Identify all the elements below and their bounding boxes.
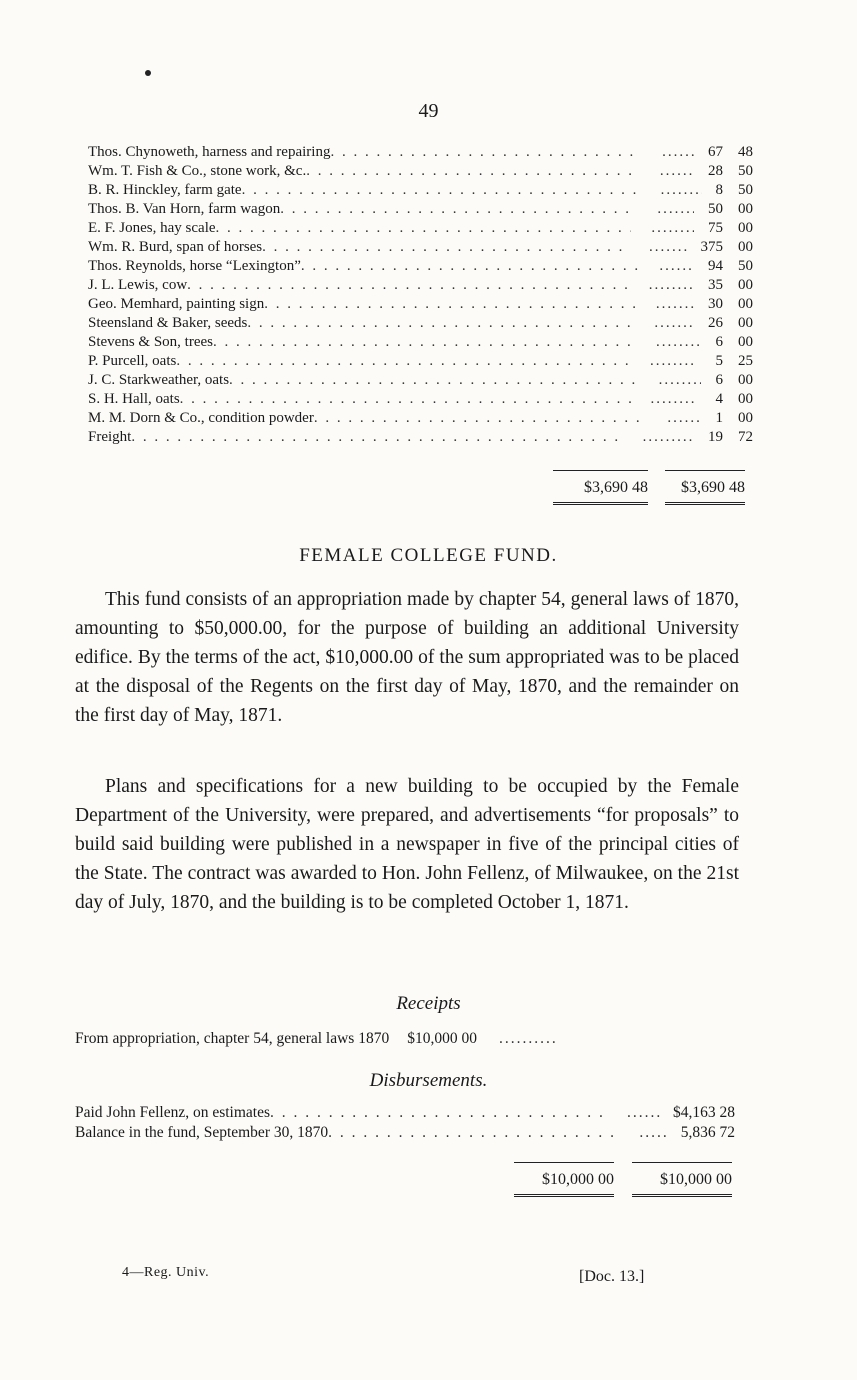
ledger-label: P. Purcell, oats [88, 353, 177, 369]
ledger-label: Geo. Memhard, painting sign [88, 296, 265, 312]
signature-mark: 4—Reg. Univ. [122, 1265, 210, 1280]
ledger-amount [708, 295, 753, 314]
ledger-row [88, 409, 753, 428]
leader-dots [270, 1104, 609, 1122]
leader-dots [131, 428, 622, 447]
ledger-label: M. M. Dorn & Co., condition powder [88, 410, 314, 426]
ledger-cents: 00 [738, 220, 753, 236]
leader-dots [301, 257, 639, 276]
ledger-cents: 00 [738, 277, 753, 293]
ledger-amount [710, 352, 753, 371]
paragraph-text-1: This fund consists of an appropriation made by chapter 54, general laws of 1870, amounting to $50,000.00, for the purpose of building an additional University edifice. By the terms of the act, $10,000.00 of the sum appropriated was to be placed at the disposal of the Regents on the first day of May, 1870, and the remainder on the first day of May, 1871. [75, 589, 739, 726]
ledger-label: Wm. R. Burd, span of horses [88, 239, 263, 255]
leader-dots [657, 200, 694, 219]
leader-dots [643, 428, 693, 447]
ledger-amount [708, 276, 753, 295]
disbursement-total-right: $10,000 00 [632, 1162, 732, 1197]
ledger-row [88, 276, 753, 295]
ledger-amount [708, 162, 753, 181]
leader-dots [661, 181, 702, 200]
ledger-amount [711, 390, 753, 409]
ledger-dollars: 6 [715, 334, 724, 350]
leader-dots [330, 143, 642, 162]
ledger-amount [715, 371, 753, 390]
ledger-cents: 50 [738, 258, 753, 274]
disbursements-heading: Disbursements. [369, 1070, 488, 1091]
ledger-row [88, 295, 753, 314]
ledger-amount [708, 314, 753, 333]
ledger-amount [713, 333, 753, 352]
leader-dots [280, 200, 637, 219]
leader-dots [649, 276, 694, 295]
ledger-label: Stevens & Son, trees [88, 334, 213, 350]
section-title: FEMALE COLLEGE FUND. [299, 545, 558, 566]
ledger-row [88, 371, 753, 390]
ledger-label: S. H. Hall, oats [88, 391, 180, 407]
ledger-cents: 48 [738, 144, 753, 160]
ledger-cents: 00 [738, 372, 753, 388]
receipts-amount: $10,000 00 [407, 1030, 477, 1047]
ink-speck [145, 70, 151, 76]
leader-dots [328, 1124, 621, 1142]
disbursement-label: Paid John Fellenz, on estimates [75, 1104, 271, 1121]
leader-dots [314, 409, 648, 428]
ledger-dollars: 75 [708, 220, 723, 236]
receipts-row [75, 1030, 735, 1048]
leader-dots [262, 238, 629, 257]
ledger-total-right: $3,690 48 [665, 470, 745, 505]
ledger-amount [716, 409, 754, 428]
ledger-row [88, 390, 753, 409]
ledger-label: Steensland & Baker, seeds [88, 315, 248, 331]
leader-dots [659, 257, 694, 276]
disbursement-row [75, 1124, 735, 1142]
ledger-label: J. L. Lewis, cow [88, 277, 188, 293]
leader-dots [499, 1030, 595, 1048]
receipts-heading: Receipts [396, 993, 461, 1014]
ledger-row [88, 314, 753, 333]
leader-dots [662, 143, 694, 162]
ledger-dollars: 19 [708, 429, 723, 445]
ledger-cents: 00 [738, 334, 754, 350]
leader-dots [654, 314, 694, 333]
ledger-cents: 00 [738, 239, 753, 255]
ledger-cents: 00 [738, 391, 753, 407]
ledger-amount [708, 143, 753, 162]
ledger-dollars: 30 [708, 296, 723, 312]
ledger-total-left: $3,690 48 [553, 470, 648, 505]
ledger-amount [716, 181, 754, 200]
ledger-row [88, 219, 753, 238]
ledger-row [88, 333, 753, 352]
ledger-dollars: 8 [715, 182, 723, 198]
leader-dots [264, 295, 636, 314]
ledger-dollars: 94 [708, 258, 723, 274]
ledger-amount [708, 257, 753, 276]
ledger-dollars: 28 [708, 163, 723, 179]
ledger-cents: 50 [738, 182, 753, 198]
leader-dots [656, 295, 694, 314]
leader-dots [649, 238, 687, 257]
ledger-dollars: 4 [715, 391, 723, 407]
paragraph-text-2: Plans and specifications for a new building to be occupied by the Female Department of the University, were prepared, and advertisements “for proposals” to build said building were published in a newspaper in five of the principal cities of the State. The contract was awarded to Hon. John Fellenz, of Milwaukee, on the 21st day of July, 1870, and the building is to be completed October 1, 1871. [75, 776, 739, 913]
ledger-dollars: 50 [708, 201, 723, 217]
receipts-label: From appropriation, chapter 54, general laws 1870 [75, 1030, 390, 1047]
ledger-label: B. R. Hinckley, farm gate [88, 182, 242, 198]
leader-dots [667, 409, 701, 428]
ledger-amount [701, 238, 754, 257]
ledger-row [88, 238, 753, 257]
ledger-row [88, 200, 753, 219]
disbursement-amount: $4,163 28 [673, 1104, 735, 1121]
ledger-label: Freight [88, 429, 132, 445]
ledger-row [88, 428, 753, 447]
ledger-amount [708, 219, 753, 238]
leader-dots [656, 333, 699, 352]
disbursement-row [75, 1104, 735, 1122]
leader-dots [651, 390, 697, 409]
ledger-cents: 00 [738, 201, 753, 217]
leader-dots [651, 219, 694, 238]
ledger-row [88, 257, 753, 276]
leader-dots [306, 162, 640, 181]
ledger-cents: 25 [738, 353, 754, 369]
ledger-dollars: 6 [715, 372, 723, 388]
leader-dots [627, 1104, 661, 1122]
leader-dots [242, 181, 641, 200]
document-number: [Doc. 13.] [579, 1268, 645, 1285]
ledger-row [88, 352, 753, 371]
leader-dots [180, 390, 631, 409]
paragraph-appropriation [75, 585, 739, 730]
leader-dots [176, 352, 630, 371]
leader-dots [229, 371, 639, 390]
ledger-row [88, 162, 753, 181]
leader-dots [247, 314, 634, 333]
ledger-cents: 72 [738, 429, 753, 445]
disbursement-total-left: $10,000 00 [514, 1162, 614, 1197]
ledger-dollars: 1 [715, 410, 723, 426]
expense-ledger [88, 143, 753, 447]
ledger-amount [708, 200, 753, 219]
page-number: 49 [418, 100, 439, 122]
disbursement-amount: 5,836 72 [680, 1124, 735, 1141]
paragraph-building-plans [75, 772, 739, 917]
leader-dots [659, 371, 701, 390]
ledger-row [88, 143, 753, 162]
ledger-amount [707, 428, 753, 447]
leader-dots [650, 352, 696, 371]
leader-dots [216, 219, 632, 238]
disbursement-label: Balance in the fund, September 30, 1870 [75, 1124, 329, 1141]
ledger-row [88, 181, 753, 200]
ledger-dollars: 35 [708, 277, 723, 293]
ledger-cents: 50 [738, 163, 753, 179]
ledger-dollars: 67 [708, 144, 723, 160]
ledger-label: Wm. T. Fish & Co., stone work, &c. [88, 163, 307, 179]
ledger-dollars: 375 [700, 239, 723, 255]
ledger-label: Thos. B. Van Horn, farm wagon [88, 201, 281, 217]
ledger-dollars: 26 [708, 315, 723, 331]
ledger-label: E. F. Jones, hay scale [88, 220, 216, 236]
ledger-label: Thos. Reynolds, horse “Lexington” [88, 258, 301, 274]
ledger-cents: 00 [738, 296, 753, 312]
leader-dots [187, 276, 629, 295]
ledger-label: Thos. Chynoweth, harness and repairing [88, 144, 331, 160]
leader-dots [660, 162, 694, 181]
ledger-dollars: 5 [715, 353, 724, 369]
ledger-cents: 00 [738, 410, 753, 426]
leader-dots [639, 1124, 668, 1142]
leader-dots [213, 333, 636, 352]
ledger-cents: 00 [738, 315, 753, 331]
ledger-label: J. C. Starkweather, oats [88, 372, 230, 388]
